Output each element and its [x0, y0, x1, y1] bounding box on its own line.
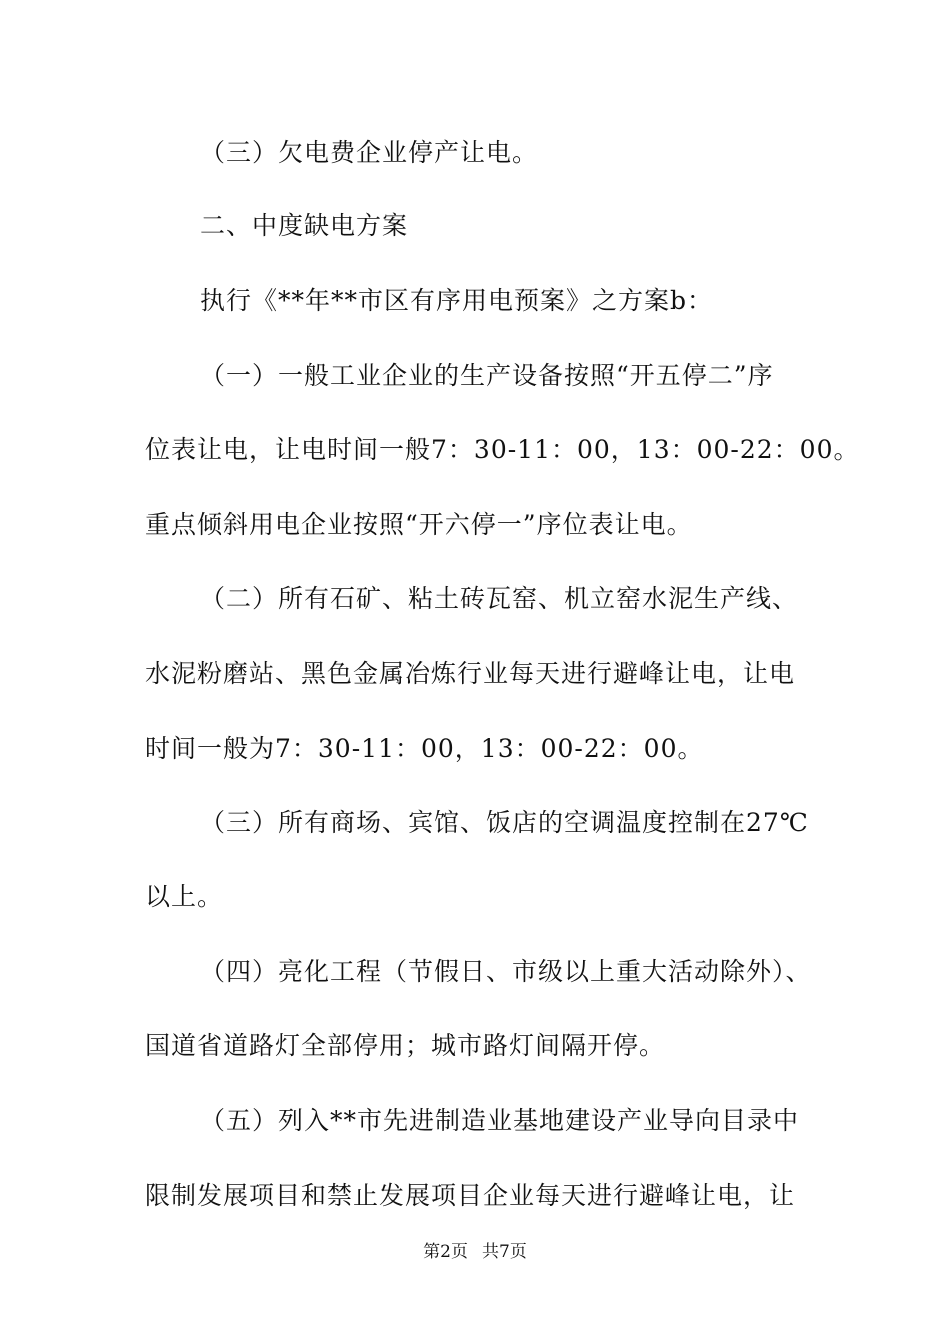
- body-line: （三）所有商场、宾馆、饭店的空调温度控制在27℃: [200, 808, 809, 837]
- body-line: （三）欠电费企业停产让电。: [200, 138, 539, 167]
- body-line: （一）一般工业企业的生产设备按照“开五停二”序: [200, 361, 774, 390]
- body-line: （五）列入**市先进制造业基地建设产业导向目录中: [200, 1106, 800, 1135]
- body-line: （四）亮化工程（节假日、市级以上重大活动除外）、: [200, 957, 812, 986]
- body-line: 国道省道路灯全部停用；城市路灯间隔开停。: [145, 1031, 666, 1060]
- page-number: 第2页: [423, 1242, 468, 1262]
- body-line: （二）所有石矿、粘土砖瓦窑、机立窑水泥生产线、: [200, 584, 799, 613]
- body-line: 以上。: [145, 882, 224, 911]
- body-line: 重点倾斜用电企业按照“开六停一”序位表让电。: [145, 510, 693, 539]
- section-heading: 二、中度缺电方案: [200, 211, 409, 240]
- page-total: 共7页: [482, 1242, 527, 1262]
- page-footer: [0, 1240, 950, 1264]
- body-line: 水泥粉磨站、黑色金属冶炼行业每天进行避峰让电，让电: [145, 659, 796, 688]
- body-line: 执行《**年**市区有序用电预案》之方案b：: [200, 286, 714, 315]
- body-line: 位表让电，让电时间一般7：30-11：00，13：00-22：00。: [145, 435, 860, 464]
- body-line: 限制发展项目和禁止发展项目企业每天进行避峰让电，让: [145, 1181, 796, 1210]
- body-line: 时间一般为7：30-11：00，13：00-22：00。: [145, 734, 704, 763]
